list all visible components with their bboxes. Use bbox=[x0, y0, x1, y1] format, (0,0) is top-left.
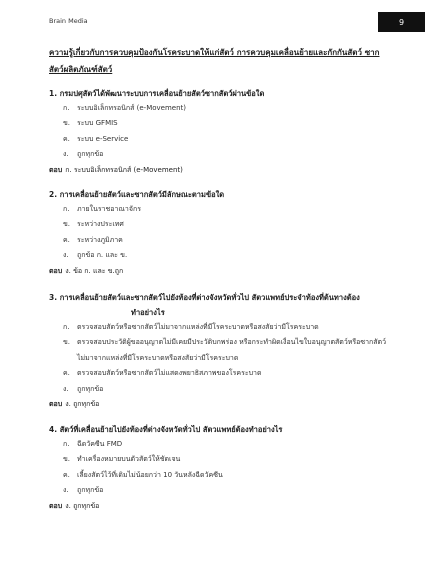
option-b: ข. ระหว่างประเทศ bbox=[63, 220, 124, 229]
question-text: 2. การเคลื่อนย้ายสัตว์และซากสัตว์มีลักษณะตามข้อใด bbox=[49, 190, 225, 199]
option-a: ก. ภายในราชอาณาจักร bbox=[63, 205, 141, 213]
question-text: 3. การเคลื่อนย้ายสัตว์และซากสัตว์ไปยังท้องที่ต่างจังหวัดทั่วไป สัตวแพทย์ประจำท้องที่ต้นทางต้อง ทำอย่างไร bbox=[49, 293, 360, 317]
page-number: 9 bbox=[398, 17, 405, 27]
option-c: ค. ระบบ e-Service bbox=[63, 134, 129, 143]
answer: ตอบ ง. ข้อ ก. และ ข.ถูก bbox=[49, 266, 124, 275]
question-text: 1. กรมปศุสัตว์ได้พัฒนาระบบการเคลื่อนย้ายสัตว์ซากสัตว์ผ่านข้อใด bbox=[49, 89, 265, 98]
answer: ตอบ ก. ระบบอิเล็กทรอนิกส์ (e-Movement) bbox=[49, 165, 183, 174]
question-3 bbox=[49, 290, 389, 412]
question-1 bbox=[49, 86, 389, 178]
option-b: ข. ระบบ GFMIS bbox=[63, 119, 118, 128]
option-d: ง. ถูกข้อ ก. และ ข. bbox=[63, 251, 128, 260]
section-title: ความรู้เกี่ยวกับการควบคุมป้องกันโรคระบาดให้แก่สัตว์ การควบคุมเคลื่อนย้ายและกักกันสัตว์ ซากสัตว์ผลิตภัณฑ์สัตว์ bbox=[49, 48, 380, 74]
answer: ตอบ ง. ถูกทุกข้อ bbox=[49, 501, 100, 510]
option-d: ง. ถูกทุกข้อ bbox=[63, 384, 104, 393]
question-text: 4. สัตว์ที่เคลื่อนย้ายไปยังท้องที่ต่างจังหวัดทั่วไป สัตวแพทย์ต้องทำอย่างไร bbox=[49, 425, 283, 434]
option-a: ก. ฉีดวัคซีน FMD bbox=[63, 440, 123, 448]
question-4 bbox=[49, 422, 389, 514]
option-d: ง. ถูกทุกข้อ bbox=[63, 150, 104, 159]
option-d: ง. ถูกทุกข้อ bbox=[63, 486, 104, 495]
option-a: ก. ตรวจสอบสัตว์หรือซากสัตว์ไม่มาจากแหล่งที่มีโรคระบาดหรือสงสัยว่ามีโรคระบาด bbox=[63, 323, 319, 331]
page-number-box bbox=[378, 12, 425, 32]
option-b: ข. ทำเครื่องหมายบนตัวสัตว์ให้ชัดเจน bbox=[63, 455, 181, 464]
question-2 bbox=[49, 187, 389, 279]
option-c: ค. เลี้ยงสัตว์ไว้ที่เดิมไม่น้อยกว่า 10 วันหลังฉีดวัคซีน bbox=[63, 470, 223, 479]
option-c: ค. ตรวจสอบสัตว์หรือซากสัตว์ไม่แสดงพยาธิสภาพของโรคระบาด bbox=[63, 369, 262, 378]
option-a: ก. ระบบอิเล็กทรอนิกส์ (e-Movement) bbox=[63, 104, 187, 112]
option-c: ค. ระหว่างภูมิภาค bbox=[63, 235, 123, 244]
option-b: ข. ตรวจสอบประวัติผู้ขออนุญาตไม่มีเคยมีประวัติบกพร่อง หรือกระทำผิดเงื่อนไขใบอนุญาตสัตว์หรือซากสัตว์ไม่มาจากแหล่งที่มีโรคระบาดหรือสงสัยว่ามีโรคระบาด bbox=[63, 338, 387, 362]
header-brand: Brain Media bbox=[49, 17, 88, 25]
answer: ตอบ ง. ถูกทุกข้อ bbox=[49, 400, 100, 409]
